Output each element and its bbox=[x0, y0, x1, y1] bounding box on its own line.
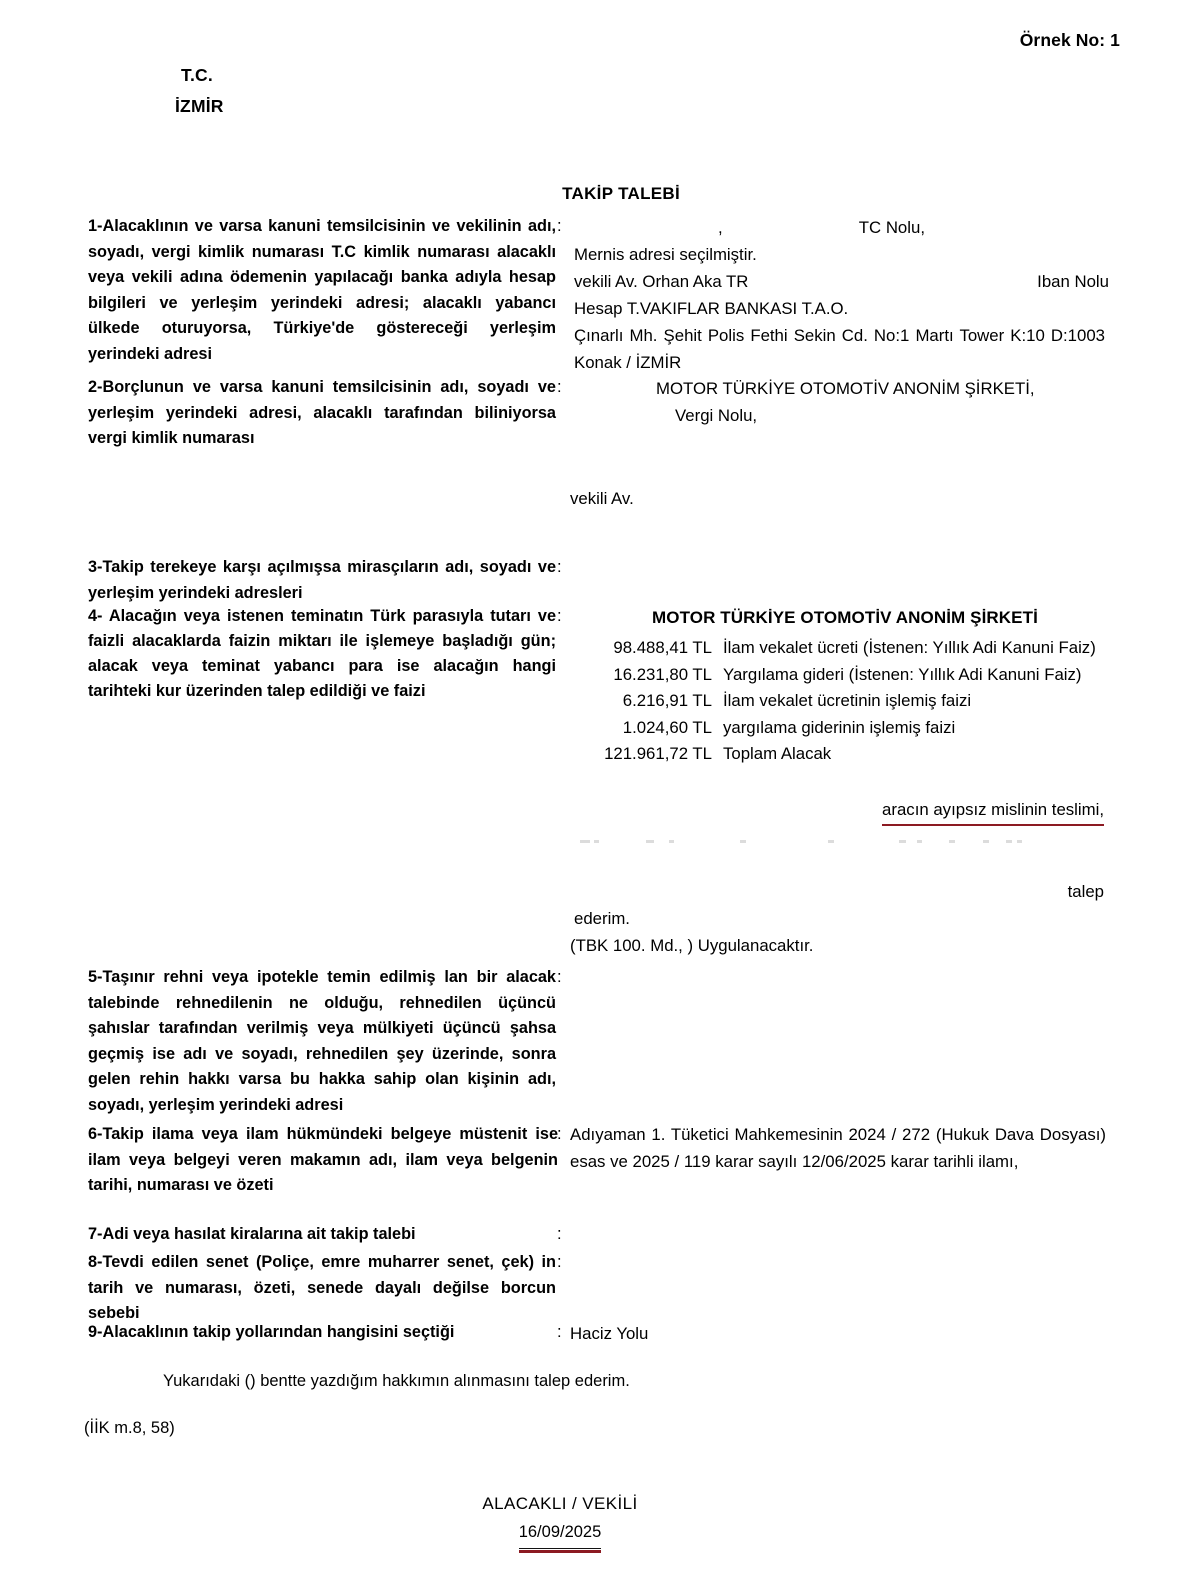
section-9-value: Haciz Yolu bbox=[570, 1324, 649, 1343]
talep-word: talep bbox=[1067, 881, 1104, 901]
section-8-colon: : bbox=[557, 1253, 562, 1271]
authority-city: İZMİR bbox=[175, 96, 224, 116]
section-3-colon: : bbox=[557, 558, 562, 576]
legal-reference: (İİK m.8, 58) bbox=[84, 1419, 175, 1437]
amount-value: 16.231,80 TL bbox=[613, 664, 712, 684]
creditor-name-comma: , bbox=[718, 218, 723, 237]
signature-block bbox=[0, 1489, 1120, 1549]
page-title: TAKİP TALEBİ bbox=[562, 184, 680, 203]
sample-number: Örnek No: 1 bbox=[1019, 30, 1120, 50]
creditor-address: Çınarlı Mh. Şehit Polis Fethi Sekin Cd. No:1 Martı Tower K:10 D:1003 Konak / İZMİR bbox=[574, 326, 1105, 372]
table-row bbox=[570, 741, 1096, 768]
iban-label: Iban Nolu bbox=[1037, 272, 1109, 291]
section-1-label: 1-Alacaklının ve varsa kanuni temsilcisinin ve vekilinin adı, soyadı, vergi kimlik numarası T.C kimlik numarası alacaklı veya vekili adına ödemenin yapılacağı banka adıyla hesap bilgileri ve yerleşim yerindeki adresi; alacaklı yabancı ülkede oturuyorsa, Türkiye'de göstereceği yerleşim yerindeki adresi bbox=[88, 217, 556, 363]
section-2-value bbox=[570, 375, 1105, 512]
mernis-address-note: Mernis adresi seçilmiştir. bbox=[574, 245, 757, 264]
attorney-iban-line bbox=[570, 268, 1109, 295]
section-7-colon: : bbox=[557, 1225, 562, 1243]
claim-amounts-table bbox=[570, 635, 1096, 768]
section-1-colon: : bbox=[557, 217, 562, 235]
creditor-attorney: vekili Av. Orhan Aka TR bbox=[574, 272, 749, 291]
section-6-colon: : bbox=[557, 1125, 562, 1143]
bank-account-line: Hesap T.VAKIFLAR BANKASI T.A.O. bbox=[574, 299, 849, 318]
table-row bbox=[570, 688, 1096, 715]
table-row bbox=[570, 635, 1096, 662]
amount-description: Yargılama gideri (İstenen: Yıllık Adi Kanuni Faiz) bbox=[723, 664, 1082, 684]
amount-value: 6.216,91 TL bbox=[622, 691, 712, 710]
section-9-label: 9-Alacaklının takip yollarından hangisini seçtiği bbox=[88, 1323, 455, 1341]
section-3-label: 3-Takip terekeye karşı açılmışsa mirasçıların adı, soyadı ve yerleşim yerindeki adresleri bbox=[88, 558, 556, 602]
amount-value: 98.488,41 TL bbox=[613, 638, 712, 657]
section-4-value bbox=[570, 604, 1110, 959]
highlighted-claim: aracın ayıpsız mislinin teslimi, bbox=[882, 796, 1104, 826]
section-4-label: 4- Alacağın veya istenen teminatın Türk parasıyla tutarı ve faizli alacaklarda faizin miktarı ile işlemeye başladığı gün; alacak veya teminat yabancı para ise alacağın hangi tarihteki kur üzerinden talep edildiği ve faizi bbox=[88, 607, 556, 700]
signer-title: ALACAKLI / VEKİLİ bbox=[482, 1494, 638, 1513]
highlighted-claim-line bbox=[570, 796, 1110, 826]
section-5-colon: : bbox=[557, 968, 562, 986]
section-9-colon: : bbox=[557, 1323, 562, 1341]
debtor-attorney: vekili Av. bbox=[570, 489, 634, 508]
signature-date: 16/09/2025 bbox=[519, 1518, 602, 1549]
amount-value: 121.961,72 TL bbox=[604, 744, 712, 763]
section-4-colon: : bbox=[557, 607, 562, 625]
creditor-identity-line bbox=[570, 214, 1105, 241]
section-2-colon: : bbox=[557, 378, 562, 396]
amount-value: 1.024,60 TL bbox=[622, 717, 712, 737]
section-6-value: Adıyaman 1. Tüketici Mahkemesinin 2024 / 272 (Hukuk Dava Dosyası) esas ve 2025 / 119 karar sayılı 12/06/2025 karar tarihli ilamı, bbox=[570, 1125, 1106, 1171]
request-sentence: Yukarıdaki () bentte yazdığım hakkımın alınmasını talep ederim. bbox=[163, 1372, 630, 1390]
tbk-note: (TBK 100. Md., ) Uygulanacaktır. bbox=[570, 935, 814, 955]
section-6-label: 6-Takip ilama veya ilam hükmündeki belgeye müstenit ise ilam veya belgeyi veren makamın adı, ilam veya belgenin tarihi, numarası ve özeti bbox=[88, 1125, 558, 1194]
authority-country: T.C. bbox=[181, 65, 213, 85]
amount-description: yargılama giderinin işlemiş faizi bbox=[723, 717, 956, 737]
section-1-value bbox=[570, 214, 1109, 376]
signature-date-line bbox=[482, 1518, 637, 1549]
table-row bbox=[570, 715, 1096, 742]
amount-description: İlam vekalet ücreti (İstenen: Yıllık Adi Kanuni Faiz) bbox=[723, 638, 1096, 657]
debtor-name: MOTOR TÜRKİYE OTOMOTİV ANONİM ŞİRKETİ, bbox=[656, 379, 1035, 398]
creditor-tc-label: TC Nolu, bbox=[858, 218, 925, 237]
table-row bbox=[570, 662, 1096, 689]
amount-description: İlam vekalet ücretinin işlemiş faizi bbox=[723, 691, 972, 710]
section-2-label: 2-Borçlunun ve varsa kanuni temsilcisinin adı, soyadı ve yerleşim yerindeki adresi, alacaklı tarafından biliniyorsa vergi kimlik numarası bbox=[88, 378, 556, 447]
ederim-word: ederim. bbox=[574, 908, 630, 928]
redaction-artifacts bbox=[574, 840, 1104, 845]
section-8-label: 8-Tevdi edilen senet (Poliçe, emre muharrer senet, çek) in tarih ve numarası, özeti, senede dayalı değilse borcun sebebi bbox=[88, 1253, 556, 1322]
issuing-authority bbox=[175, 60, 224, 122]
amount-description: Toplam Alacak bbox=[723, 744, 832, 763]
debtor-tax-label: Vergi Nolu, bbox=[675, 406, 758, 425]
section-5-label: 5-Taşınır rehni veya ipotekle temin edilmiş lan bir alacak talebinde rehnedilenin ne olduğu, rehnedilen üçüncü şahıslar tarafından verilmiş veya mülkiyeti üçüncü şahsa geçmiş ise adı ve soyadı, rehnedilen şey üzerinde, sonra gelen rehin hakkı varsa bu hakka sahip olan kişinin adı, soyadı, yerleşim yerindeki adresi bbox=[88, 968, 556, 1114]
claim-creditor-name: MOTOR TÜRKİYE OTOMOTİV ANONİM ŞİRKETİ bbox=[652, 608, 1038, 627]
section-7-label: 7-Adi veya hasılat kiralarına ait takip talebi bbox=[88, 1225, 416, 1243]
